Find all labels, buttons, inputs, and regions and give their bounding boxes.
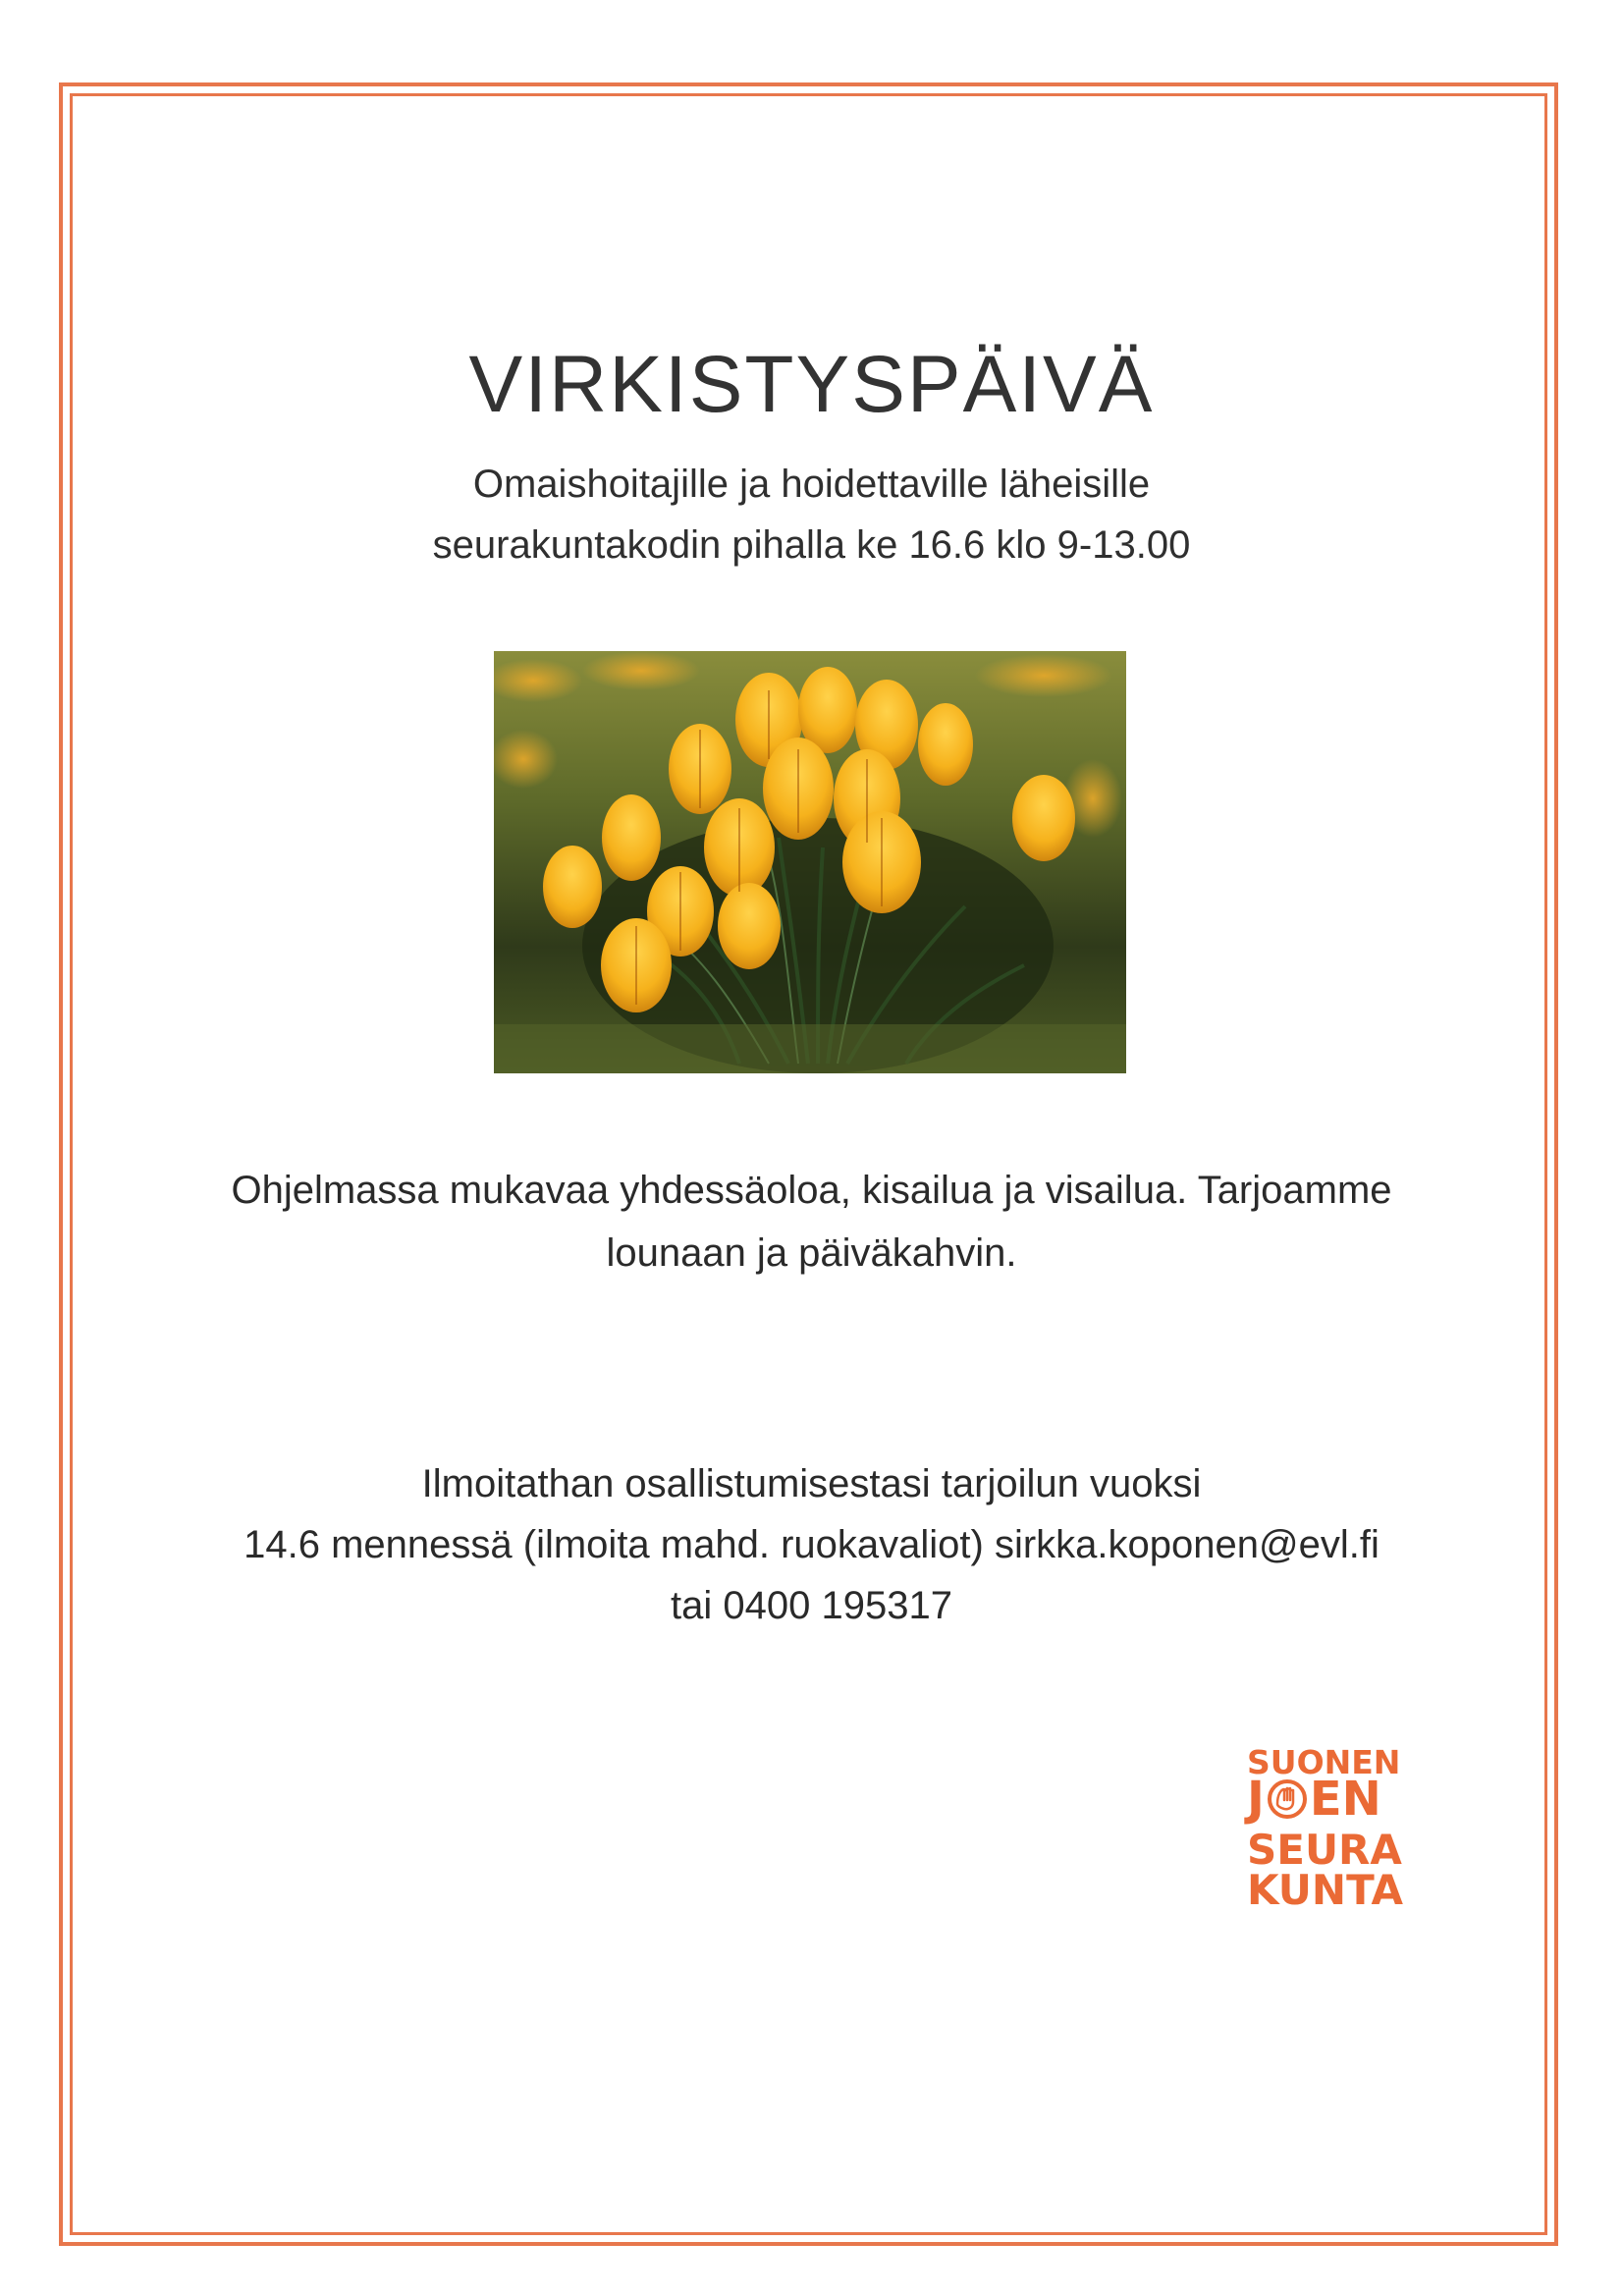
- register-line: 14.6 mennessä (ilmoita mahd. ruokavaliot) sirkka.koponen@evl.fi: [243, 1523, 1380, 1566]
- crocus-photo: [494, 651, 1126, 1073]
- logo-line-1: SUONEN: [1247, 1743, 1401, 1781]
- logo-line-2-start: J: [1247, 1772, 1265, 1827]
- parish-logo: [1239, 1743, 1426, 1915]
- registration-text: [0, 1453, 1623, 1636]
- logo-line-4: KUNTA: [1247, 1866, 1403, 1914]
- logo-line-2-end: EN: [1309, 1772, 1381, 1827]
- subtitle-line: Omaishoitajille ja hoidettaville läheisille: [472, 463, 1151, 506]
- hands-icon: [1267, 1778, 1308, 1820]
- subtitle-line: seurakuntakodin pihalla ke 16.6 klo 9-13.00: [432, 523, 1191, 567]
- poster-subtitle: [0, 454, 1623, 575]
- program-line: lounaan ja päiväkahvin.: [606, 1231, 1017, 1275]
- register-line: Ilmoitathan osallistumisestasi tarjoilun vuoksi: [421, 1462, 1202, 1505]
- poster-title: VIRKISTYSPÄIVÄ: [468, 340, 1155, 429]
- program-line: Ohjelmassa mukavaa yhdessäoloa, kisailua ja visailua. Tarjoamme: [231, 1169, 1392, 1212]
- logo-line-3: SEURA: [1247, 1826, 1402, 1874]
- register-line: tai 0400 195317: [671, 1584, 952, 1627]
- program-text: [0, 1159, 1623, 1285]
- logo-line-2: [1247, 1772, 1381, 1827]
